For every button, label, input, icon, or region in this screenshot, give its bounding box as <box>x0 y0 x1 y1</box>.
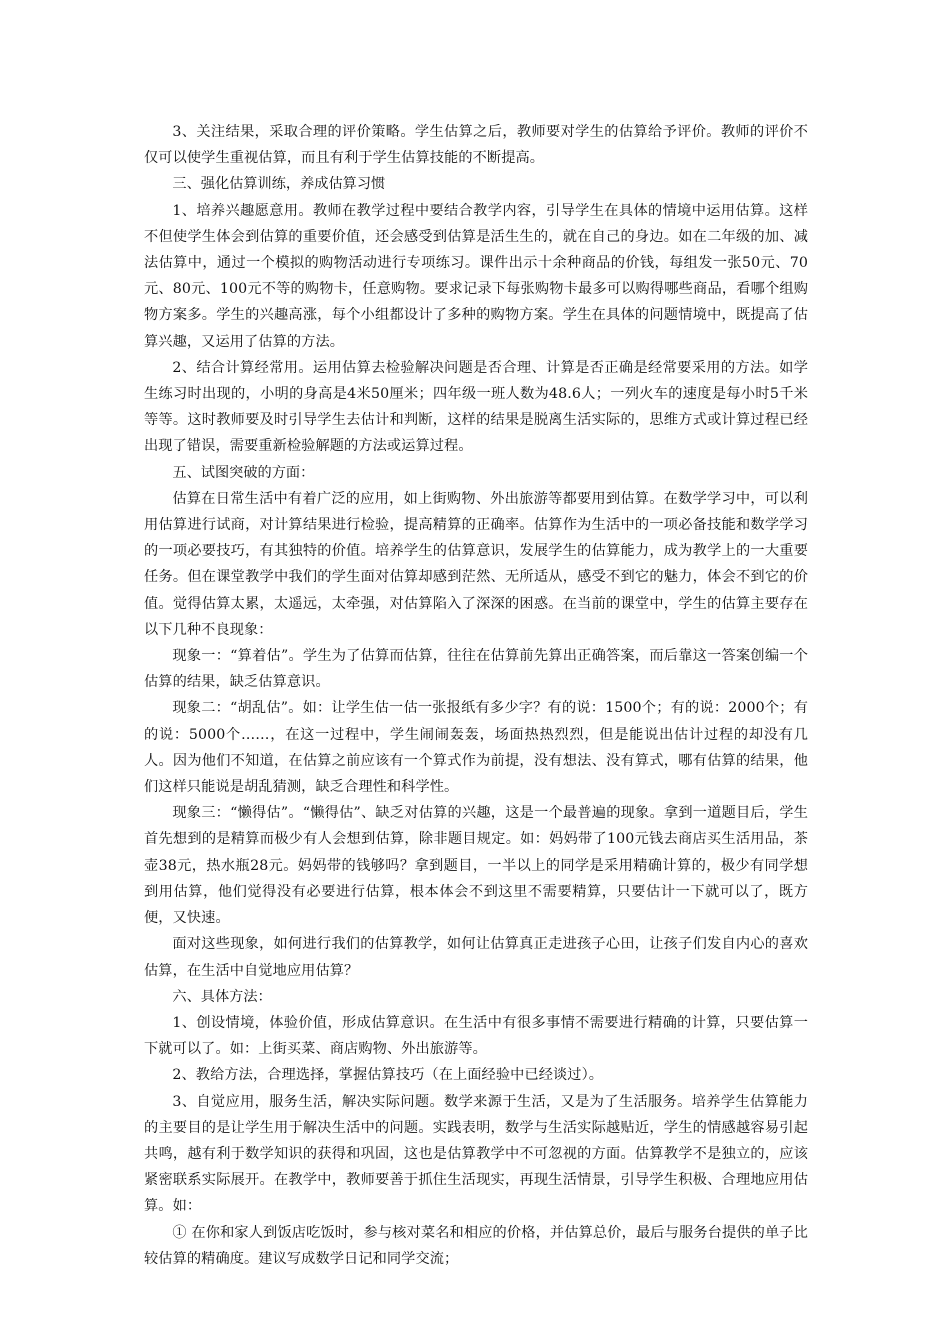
paragraph-example-restaurant: ① 在你和家人到饭店吃饭时，参与核对菜名和相应的价格，并估算总价，最后与服务台提供的单子比较估算的精确度。建议写成数学日记和同学交流； <box>144 1224 808 1267</box>
paragraph-evaluation-strategy: 3、关注结果，采取合理的评价策略。学生估算之后，教师要对学生的估算给予评价。教师的评价不仅可以使学生重视估算，而且有利于学生估算技能的不断提高。 <box>144 124 808 167</box>
paragraph-estimation-application: 估算在日常生活中有着广泛的应用，如上街购物、外出旅游等都要用到估算。在数学学习中，可以利用估算进行试商，对计算结果进行检验，提高精算的正确率。估算作为生活中的一项必备技能和数学学习的一项必要技巧，有其独特的价值。培养学生的估算意识，发展学生的估算能力，成为教学上的一大重要任务。但在课堂教学中我们的学生面对估算却感到茫然、无所适从，感受不到它的魅力，体会不到它的价值。觉得估算太累，太遥远，太牵强，对估算陷入了深深的困惑。在当前的课堂中，学生的估算主要存在以下几种不良现象： <box>144 490 808 638</box>
paragraph-method-one: 1、创设情境，体验价值，形成估算意识。在生活中有很多事情不需要进行精确的计算，只要估算一下就可以了。如：上街买菜、商店购物、外出旅游等。 <box>144 1014 808 1058</box>
paragraph-phenomenon-three: 现象三：“懒得估”。“懒得估”、缺乏对估算的兴趣，这是一个最普遍的现象。拿到一道题目后，学生首先想到的是精算而极少有人会想到估算，除非题目规定。如：妈妈带了100元钱去商店买生活用品，茶壶38元，热水瓶28元。妈妈带的钱够吗？拿到题目，一半以上的同学是采用精确计算的，极少有同学想到用估算，他们觉得没有必要进行估算，根本体会不到这里不需要精算，只要估计一下就可以了，既方便，又快速。 <box>144 805 808 927</box>
section-heading-breakthrough: 五、试图突破的方面： <box>172 464 315 481</box>
paragraph-cultivate-interest: 1、培养兴趣愿意用。教师在教学过程中要结合教学内容，引导学生在具体的情境中运用估算。这样不但使学生体会到估算的重要价值，还会感受到估算是活生生的，就在自己的身边。如在二年级的加、减法估算中，通过一个模拟的购物活动进行专项练习。课件出示十余种商品的价钱，每组发一张50元、70元、80元、100元不等的购物卡，任意购物。要求记录下每张购物卡最多可以购得哪些商品，看哪个组购物方案多。学生的兴趣高涨，每个小组都设计了多种的购物方案。学生在具体的问题情境中，既提高了估算兴趣，又运用了估算的方法。 <box>144 202 808 350</box>
paragraph-method-three: 3、自觉应用，服务生活，解决实际问题。数学来源于生活，又是为了生活服务。培养学生估算能力的主要目的是让学生用于解决生活中的问题。实践表明，数学与生活实际越贴近，学生的情感越容易引起共鸣，越有利于数学知识的获得和巩固，这也是估算教学中不可忽视的方面。估算教学不是独立的，应该紧密联系实际展开。在教学中，教师要善于抓住生活现实，再现生活情景，引导学生积极、合理地应用估算。如： <box>144 1093 808 1215</box>
section-heading-methods: 六、具体方法： <box>172 988 272 1005</box>
document-body <box>144 119 808 1272</box>
paragraph-combine-calculation: 2、结合计算经常用。运用估算去检验解决问题是否合理、计算是否正确是经常要采用的方法。如学生练习时出现的，小明的身高是4米50厘米；四年级一班人数为48.6人；一列火车的速度是每小时5千米等等。这时教师要及时引导学生去估计和判断，这样的结果是脱离生活实际的，思维方式或计算过程已经出现了错误，需要重新检验解题的方法或运算过程。 <box>144 359 808 455</box>
paragraph-facing-phenomena: 面对这些现象，如何进行我们的估算教学，如何让估算真正走进孩子心田，让孩子们发自内心的喜欢估算，在生活中自觉地应用估算？ <box>144 936 808 979</box>
section-heading-training: 三、强化估算训练，养成估算习惯 <box>172 176 386 193</box>
paragraph-method-two: 2、教给方法，合理选择，掌握估算技巧（在上面经验中已经谈过）。 <box>172 1067 604 1084</box>
paragraph-phenomenon-one: 现象一：“算着估”。学生为了估算而估算，往往在估算前先算出正确答案，而后靠这一答案创编一个估算的结果，缺乏估算意识。 <box>144 648 808 691</box>
paragraph-phenomenon-two: 现象二：“胡乱估”。如：让学生估一估一张报纸有多少字？有的说：1500个；有的说：2000个；有的说：5000个……，在这一过程中，学生闹闹轰轰，场面热热烈烈，但是能说出估计过程的却没有几人。因为他们不知道，在估算之前应该有一个算式作为前提，没有想法、没有算式，哪有估算的结果，他们这样只能说是胡乱猜测，缺乏合理性和科学性。 <box>144 700 808 796</box>
